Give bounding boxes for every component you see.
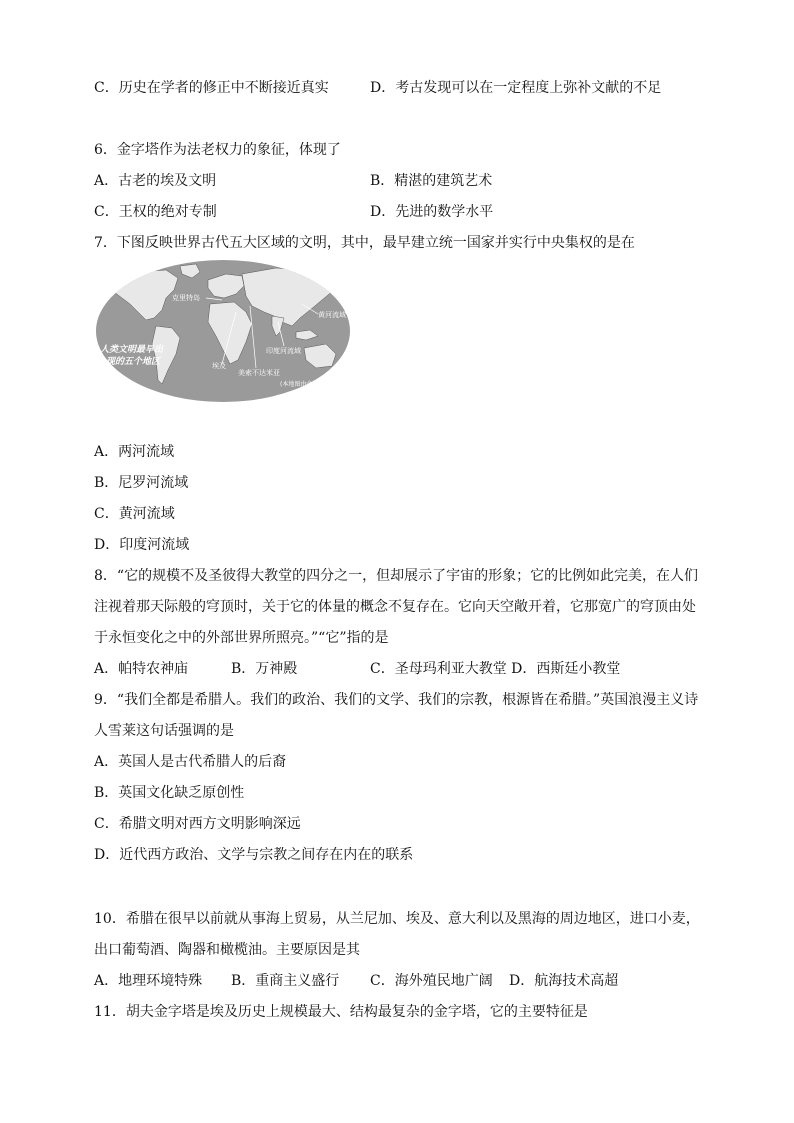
map-label-huanghe: 黄河流域: [318, 311, 346, 319]
q10-option-d: D．航海技术高超: [509, 973, 619, 989]
q9-stem-line2: 人雪莱这句话强调的是: [94, 723, 234, 739]
q7-option-b: B．尼罗河流域: [94, 475, 189, 491]
map-note-line1: 人类文明最早出: [100, 345, 164, 355]
q10-stem-line1: 10．希腊在很早以前就从事海上贸易，从兰尼加、埃及、意大利以及黑海的周边地区，进口小麦，: [94, 911, 700, 927]
map-credit: (本地图由命题制作): [280, 381, 333, 388]
q5-option-d: D．考古发现可以在一定程度上弥补文献的不足: [370, 80, 662, 96]
q6-stem: 6．金字塔作为法老权力的象征，体现了: [94, 142, 341, 158]
q7-option-c: C．黄河流域: [94, 506, 175, 522]
q7-option-d: D．印度河流域: [94, 537, 190, 553]
map-label-india: 印度河流域: [266, 347, 301, 355]
q10-stem-line2: 出口葡萄酒、陶器和橄榄油。主要原因是其: [94, 942, 360, 958]
q10-option-a: A．地理环境特殊: [94, 973, 203, 989]
q10-option-c: C．海外殖民地广阔: [370, 973, 493, 989]
map-label-mesopotamia: 美索不达米亚: [238, 369, 280, 377]
q11-stem: 11．胡夫金字塔是埃及历史上规模最大、结构最复杂的金字塔，它的主要特征是: [94, 1004, 588, 1020]
q8-option-a: A．帕特农神庙: [94, 661, 189, 677]
q7-option-a: A．两河流域: [94, 444, 175, 460]
q9-option-c: C．希腊文明对西方文明影响深远: [94, 816, 301, 832]
q10-option-b: B．重商主义盛行: [231, 973, 340, 989]
world-civilization-map: [96, 260, 350, 402]
q9-option-b: B．英国文化缺乏原创性: [94, 785, 245, 801]
q8-option-cd: C．圣母玛利亚大教堂 D．西斯廷小教堂: [370, 661, 621, 677]
q6-option-c: C．王权的绝对专制: [94, 204, 217, 220]
map-label-crete: 克里特岛: [172, 294, 200, 302]
q9-option-d: D．近代西方政治、文学与宗教之间存在内在的联系: [94, 847, 414, 863]
q6-option-d: D．先进的数学水平: [370, 204, 494, 220]
q8-stem-line3: 于永恒变化之中的外部世界所照亮。”“它”指的是: [94, 630, 389, 646]
q8-stem-line1: 8．“它的规模不及圣彼得大教堂的四分之一，但却展示了宇宙的形象；它的比例如此完美，在人们: [94, 568, 699, 584]
q8-option-b: B．万神殿: [231, 661, 298, 677]
q8-stem-line2: 注视着那天际般的穹顶时，关于它的体量的概念不复存在。它向天空敞开着，它那宽广的穹顶由处: [94, 599, 696, 615]
q9-option-a: A．英国人是古代希腊人的后裔: [94, 754, 287, 770]
q9-stem-line1: 9．“我们全都是希腊人。我们的政治、我们的文学、我们的宗教，根源皆在希腊。”英国浪漫主义诗: [94, 692, 699, 708]
map-label-egypt: 埃及: [212, 362, 226, 370]
map-note-line2: 现的五个地区: [106, 357, 161, 367]
q5-option-c: C．历史在学者的修正中不断接近真实: [94, 80, 329, 96]
q7-stem: 7．下图反映世界古代五大区域的文明，其中，最早建立统一国家并实行中央集权的是在: [94, 235, 635, 251]
q6-option-a: A．古老的埃及文明: [94, 173, 217, 189]
q6-option-b: B．精湛的建筑艺术: [370, 173, 493, 189]
